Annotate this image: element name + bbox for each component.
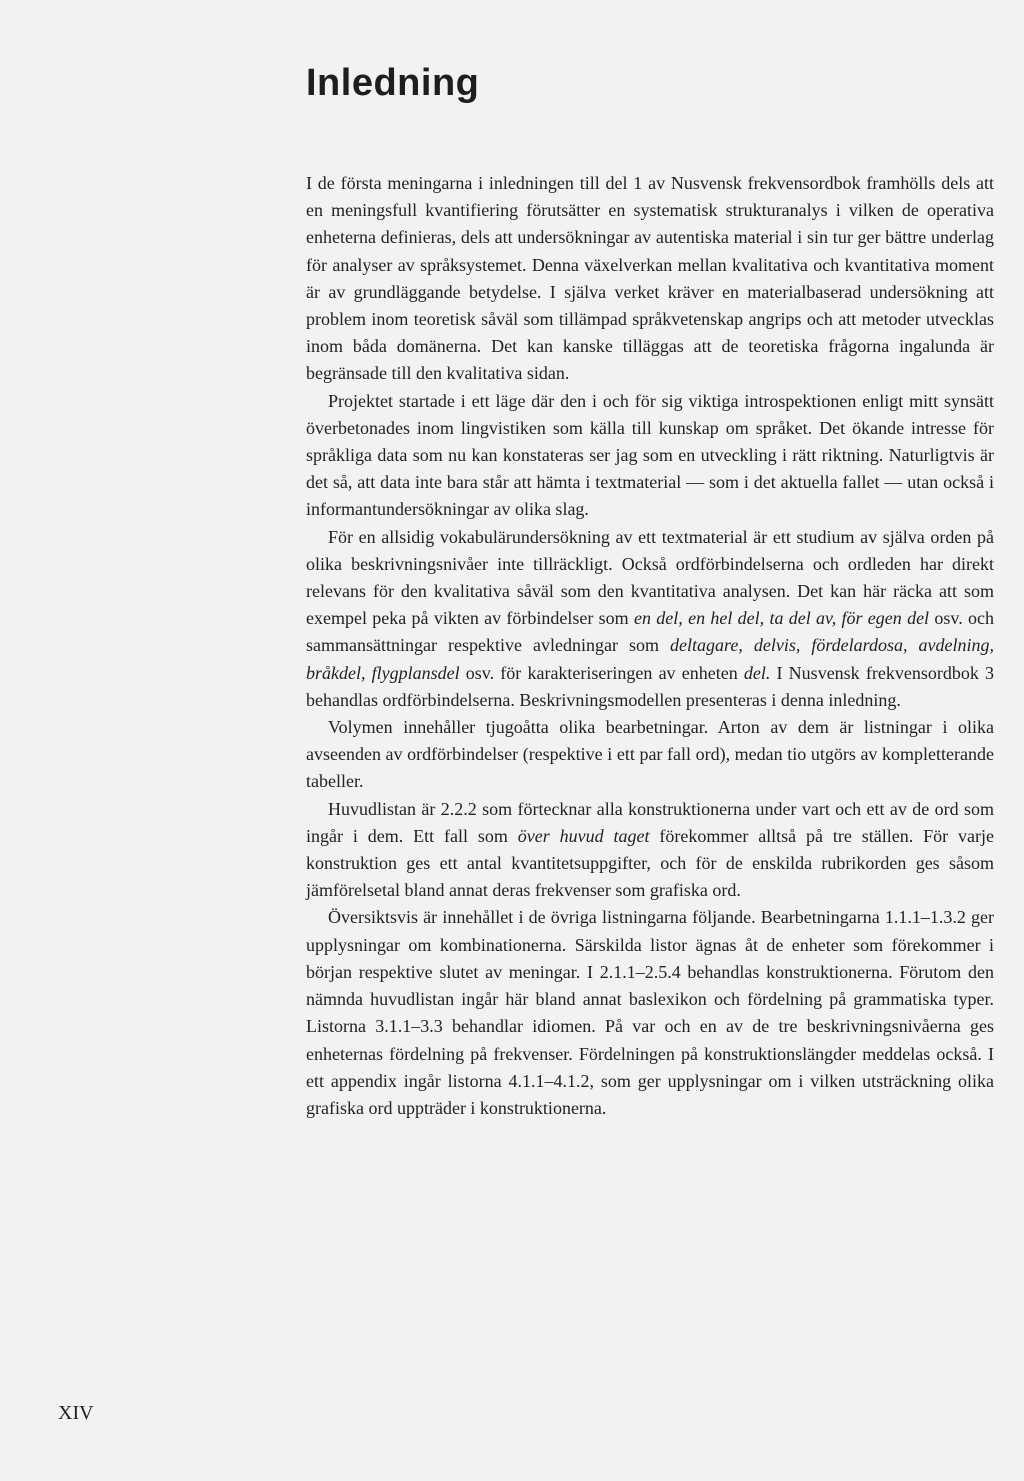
text-run: I de första meningarna i inledningen till del 1 av Nusvensk frekvensordbok framhölls dels att en meningsfull kvantifiering förutsätter en systematisk strukturanalys i vilken de operativa enheterna definieras, dels att undersökningar av autentiska material i sin tur ger bättre underlag för analyser av språksystemet. Denna växelverkan mellan kvalitativa och kvantitativa moment är av grundläggande betydelse. I själva verket kräver en materialbaserad undersökning att problem inom teoretisk såväl som tillämpad språkvetenskap angrips och att metoder utvecklas inom båda domänerna. Det kan kanske tilläggas att de teoretiska frågorna ingalunda är begränsade till den kvalitativa sidan. bbox=[306, 173, 994, 384]
italic-term: en del, en hel del, ta del av, för egen del bbox=[634, 608, 930, 629]
text-run: Översiktsvis är innehållet i de övriga listningarna följande. Bearbetningarna 1.1.1–1.3.2 ger upplysningar om kombinationerna. Särskilda listor ägnas åt de enheter som förekommer i början respektive slutet av meningar. I 2.1.1–2.5.4 behandlas konstruktionerna. Förutom den nämnda huvudlistan ingår här bland annat baslexikon och fördelning på grammatiska typer. Listorna 3.1.1–3.3 behandlar idiomen. På var och en av de tre beskrivningsnivåerna ges enheternas fördelning på frekvenser. Fördelningen på konstruktionslängder meddelas också. I ett appendix ingår listorna 4.1.1–4.1.2, som ger upplysningar om i vilken utsträckning olika grafiska ord uppträder i konstruktionerna. bbox=[306, 907, 994, 1118]
paragraph bbox=[306, 524, 994, 714]
text-run: Projektet startade i ett läge där den i och för sig viktiga introspektionen enligt mitt synsätt överbetonades inom lingvistiken som källa till kunskap om språket. Det ökande intresse för språkliga data som nu kan konstateras ser jag som en utveckling i rätt riktning. Naturligtvis är det så, att data inte bara står att hämta i textmaterial — som i det aktuella fallet — utan också i informantundersökningar av olika slag. bbox=[306, 390, 994, 520]
body-text bbox=[306, 170, 994, 1122]
text-run: osv. för karakteriseringen av enheten bbox=[459, 662, 744, 683]
text-run: förekommer alltså på tre ställen. För varje konstruktion ges ett antal kvantitetsuppgifter, och för de enskilda rubrikorden ges såsom jämförelsetal bland annat deras frekvenser som grafiska ord. bbox=[306, 825, 995, 901]
page-title: Inledning bbox=[306, 62, 480, 104]
paragraph bbox=[306, 904, 994, 1122]
paragraph bbox=[306, 170, 994, 388]
paragraph bbox=[306, 714, 994, 796]
paragraph bbox=[306, 388, 994, 524]
italic-term: över huvud taget bbox=[517, 825, 650, 846]
text-run: Volymen innehåller tjugoåtta olika bearbetningar. Arton av dem är listningar i olika avseenden av ordförbindelser (respektive i ett par fall ord), medan tio utgörs av kompletterande tabeller. bbox=[306, 717, 994, 792]
italic-term: deltagare, delvis, fördelardosa, avdelning, bråkdel, flygplansdel bbox=[306, 635, 995, 683]
text-run: Huvudlistan är 2.2.2 som förtecknar alla konstruktionerna under vart och ett av de ord som ingår i dem. Ett fall som bbox=[306, 798, 994, 846]
text-run: osv. och sammansättningar respektive avledningar som bbox=[306, 608, 994, 656]
text-run: I Nusvensk frekvensordbok 3 behandlas ordförbindelserna. Beskrivningsmodellen presenteras i denna inledning. bbox=[306, 662, 994, 710]
italic-term: del. bbox=[743, 662, 771, 683]
text-run: För en allsidig vokabulärundersökning av ett textmaterial är ett studium av själva orden på olika beskrivningsnivåer inte tillräckligt. Också ordförbindelserna och ordleden har direkt relevans för den kvalitativa såväl som den kvantitativa analysen. Det kan här räcka att som exempel peka på vikten av förbindelser som bbox=[306, 526, 994, 629]
page-number: XIV bbox=[58, 1402, 94, 1424]
paragraph bbox=[306, 796, 994, 905]
